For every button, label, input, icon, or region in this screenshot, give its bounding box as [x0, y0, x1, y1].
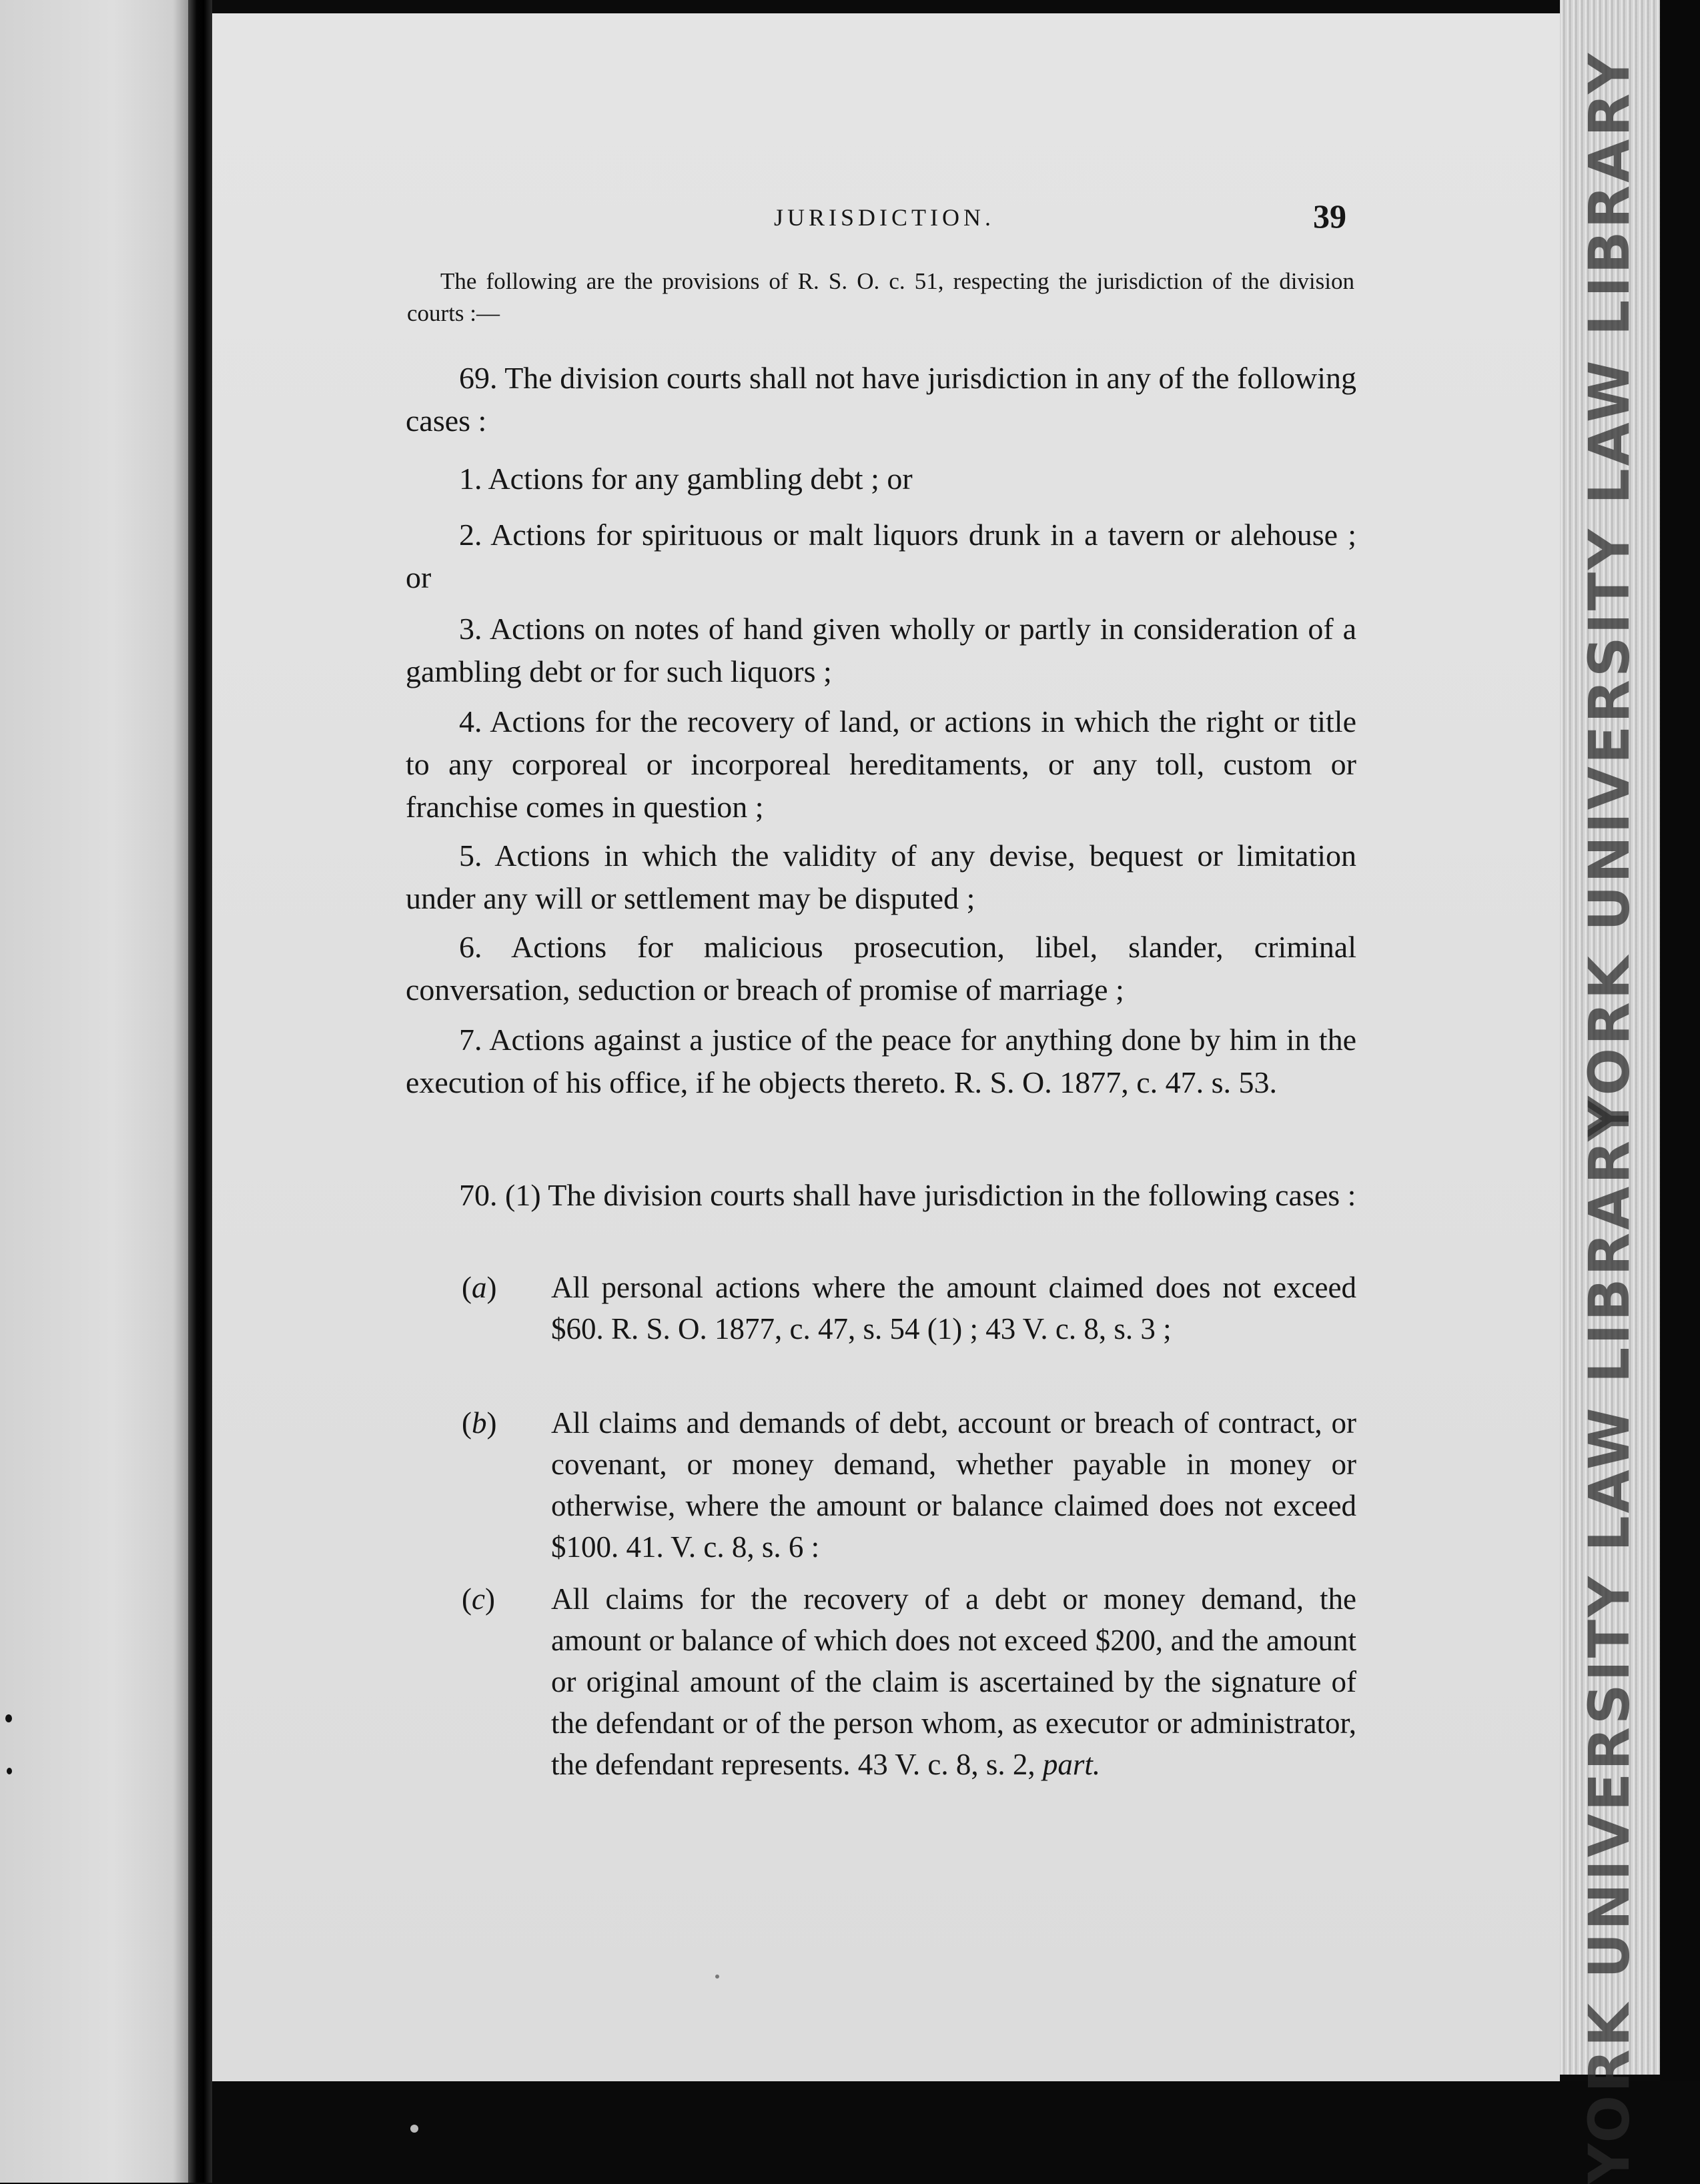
clause-label: (c)	[462, 1582, 495, 1616]
clause-text: All claims for the recovery of a debt or money demand, the amount or balance of which does not exceed $200, and the amount or original amount of the claim is ascertained by the signature of the defendant or of the person whom, as executor or administrator, the defendant represents. 43 V. c. 8, s. 2,	[551, 1582, 1356, 1781]
section-69-item-3: 3. Actions on notes of hand given wholly or partly in consideration of a gambling debt or for such liquors ;	[406, 612, 1356, 688]
section-70-clause-c	[462, 1578, 1356, 1785]
clause-label: (b)	[462, 1406, 497, 1440]
clause-tail: part.	[1042, 1748, 1101, 1781]
clause-text: All claims and demands of debt, account or breach of contract, or covenant, or money demand, whether payable in money or otherwise, where the amount or balance claimed does not exceed $100. 41. V. c. 8, s. 6 :	[551, 1406, 1356, 1564]
running-head: JURISDICTION.	[774, 204, 995, 231]
section-69-item-2: 2. Actions for spirituous or malt liquors drunk in a tavern or alehouse ; or	[406, 518, 1356, 594]
section-69-heading: 69. The division courts shall not have jurisdiction in any of the following cases :	[406, 361, 1356, 438]
clause-label: (a)	[462, 1271, 497, 1304]
section-70-clause-b	[462, 1402, 1356, 1568]
intro-paragraph: The following are the provisions of R. S. O. c. 51, respecting the jurisdiction of the division courts :—	[407, 268, 1354, 326]
section-69-item-4: 4. Actions for the recovery of land, or actions in which the right or title to any corporeal or incorporeal hereditaments, or any toll, custom or franchise comes in question ;	[406, 704, 1356, 824]
section-70-clause-a	[462, 1267, 1356, 1349]
section-69-item-7: 7. Actions against a justice of the peace for anything done by him in the execution of his office, if he objects thereto. R. S. O. 1877, c. 47. s. 53.	[406, 1023, 1356, 1099]
section-69-item-5: 5. Actions in which the validity of any devise, bequest or limitation under any will or settlement may be disputed ;	[406, 839, 1356, 915]
page-number: 39	[1313, 197, 1346, 235]
section-69-item-1: 1. Actions for any gambling debt ; or	[459, 462, 913, 496]
section-69-item-6: 6. Actions for malicious prosecution, libel, slander, criminal conversation, seduction or breach of promise of marriage ;	[406, 930, 1356, 1007]
library-stamp-lower: YORK UNIVERSITY LAW LIBRARY	[1577, 1097, 1643, 2184]
clause-text: All personal actions where the amount claimed does not exceed $60. R. S. O. 1877, c. 47, s. 54 (1) ; 43 V. c. 8, s. 3 ;	[551, 1271, 1356, 1345]
library-stamp-upper: YORK UNIVERSITY LAW LIBRARY	[1577, 50, 1643, 1137]
section-70-heading: 70. (1) The division courts shall have jurisdiction in the following cases :	[459, 1178, 1356, 1212]
